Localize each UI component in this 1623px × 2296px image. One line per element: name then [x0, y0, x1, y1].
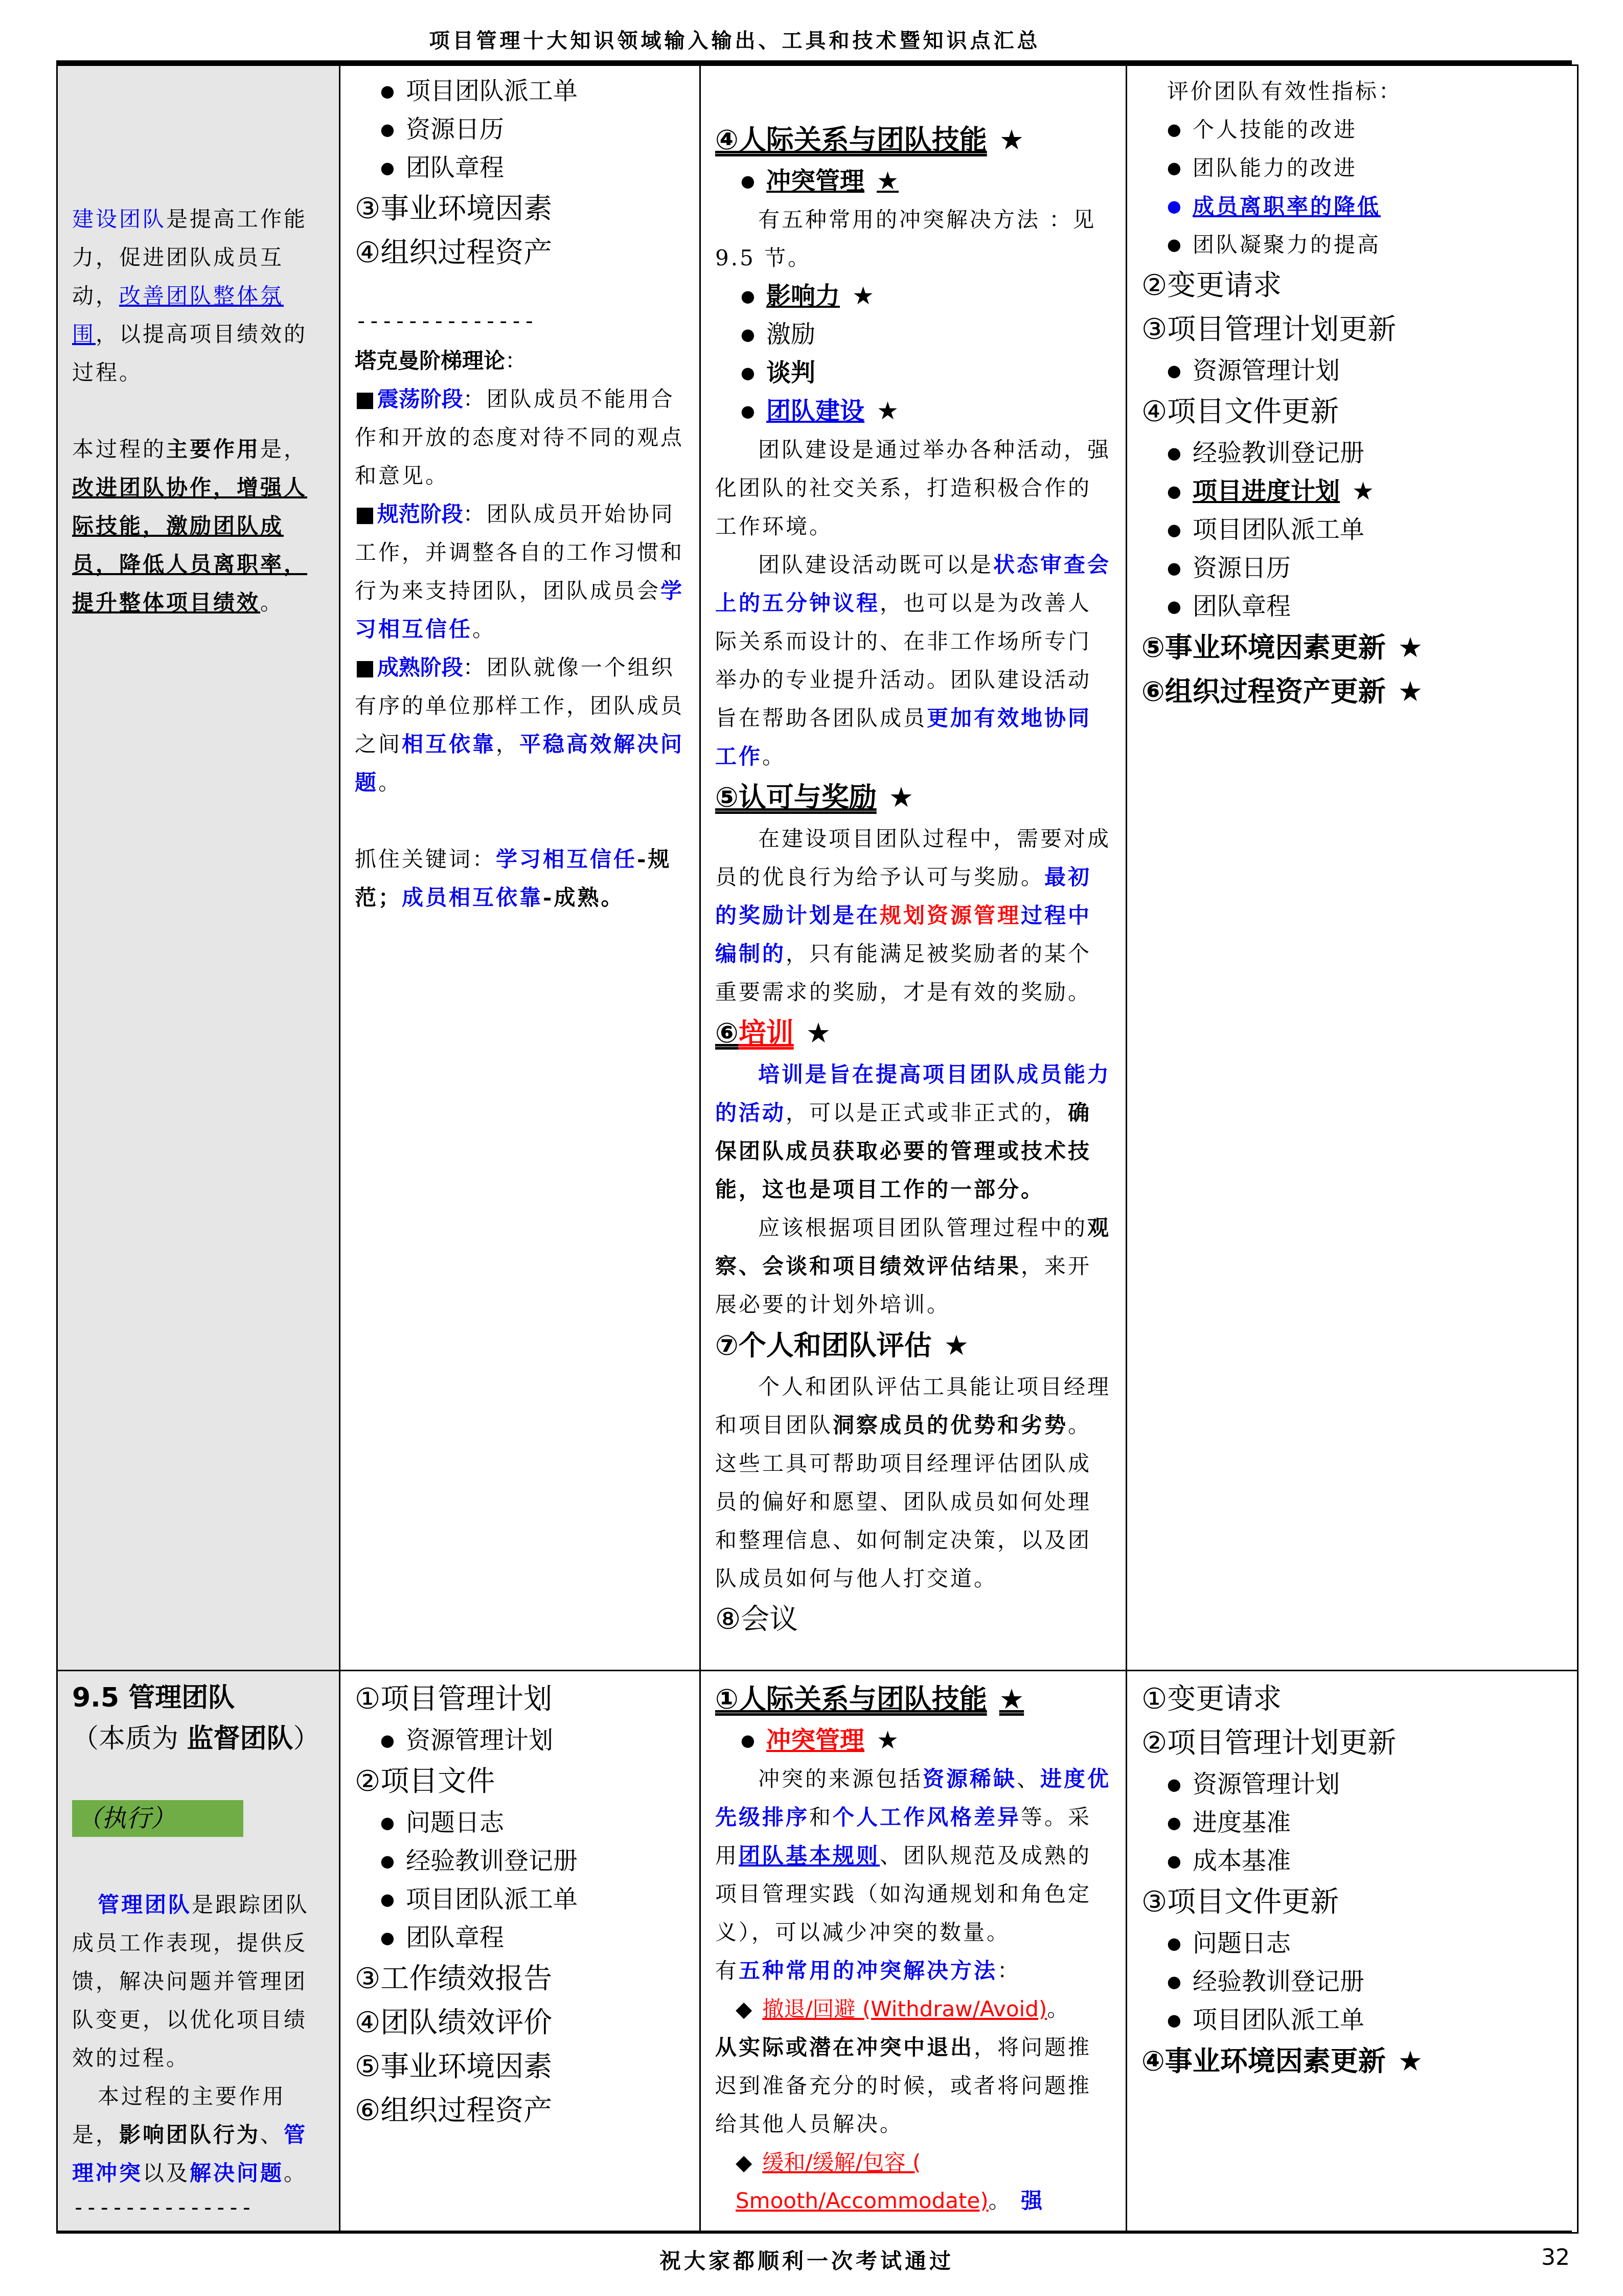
list-item: ● 项目进度计划 ★	[1167, 472, 1563, 511]
output-item: ⑤事业环境因素更新 ★	[1141, 631, 1423, 664]
method-withdraw: ◆ 撤退/回避 (Withdraw/Avoid)。	[715, 1990, 1111, 2028]
method-withdraw-desc: 从实际或潜在冲突中退出，将问题推迟到准备充分的时候，或者将问题推给其他人员解决。	[715, 2035, 1092, 2136]
star-icon: ★	[1398, 2045, 1423, 2077]
list-item: ● 激励	[741, 315, 1111, 354]
process-role: 本过程的主要作用是，改进团队协作，增强人际技能，激励团队成员，降低人员离职率，提升整体项目绩效。	[72, 437, 308, 615]
input-item: ②项目文件	[355, 1765, 495, 1798]
table-row-manage-team	[57, 1671, 1578, 2233]
indicator-title: 评价团队有效性指标：	[1167, 79, 1403, 104]
process-group-tag: （执行）	[72, 1800, 243, 1837]
tools-cell	[700, 1671, 1127, 2233]
process-description: 管理团队是跟踪团队成员工作表现，提供反馈，解决问题并管理团队变更，以优化项目绩效的过程。	[72, 1892, 310, 2071]
tool-meetings: ⑧会议	[715, 1603, 798, 1636]
list-item: ● 谈判	[741, 354, 1111, 392]
stage-performing: ■成熟阶段：团队就像一个组织有序的单位那样工作，团队成员之间相互依靠，平稳高效解决问题。	[355, 655, 684, 795]
footer-rule	[56, 2231, 1572, 2233]
star-icon: ★	[877, 397, 899, 425]
tool-heading: ⑤认可与奖励 ★	[715, 781, 914, 813]
list-item: ● 冲突管理 ★	[741, 162, 1111, 200]
list-item: ● 团队凝聚力的提高	[1167, 225, 1563, 264]
list-item: ● 项目团队派工单	[1167, 511, 1563, 549]
output-bullet-list	[1141, 352, 1563, 390]
assessment-desc: 个人和团队评估工具能让项目经理和项目团队洞察成员的优势和劣势。这些工具可帮助项目经理评估团队成员的偏好和愿望、团队成员如何处理和整理信息、如何制定决策，以及团队成员如何与他人打交道。	[715, 1374, 1111, 1591]
conflict-note: 有五种常用的冲突解决方法 ：见 9.5 节。	[715, 207, 1096, 270]
output-item: ⑥组织过程资产更新 ★	[1141, 675, 1423, 708]
divider: --------------	[355, 308, 536, 333]
square-icon: ■	[355, 502, 377, 527]
list-item: ● 项目团队派工单	[1167, 2001, 1563, 2039]
tool-sub-list	[715, 277, 1111, 430]
input-item: ⑤事业环境因素	[355, 2050, 553, 2083]
list-item: ● 成员离职率的降低	[1167, 187, 1563, 225]
star-icon: ★	[1398, 631, 1423, 664]
input-bullet-list	[355, 1804, 685, 1957]
output-bullet-list	[1141, 1765, 1563, 1880]
star-icon: ★	[877, 167, 899, 195]
list-item: ● 项目团队派工单	[380, 1880, 685, 1919]
star-icon: ★	[852, 282, 875, 310]
output-item: ④事业环境因素更新 ★	[1141, 2045, 1423, 2077]
page-header	[0, 25, 1623, 54]
tools-cell	[700, 65, 1127, 1671]
list-item: ● 冲突管理 ★	[741, 1721, 1111, 1760]
tool-sub-list	[715, 162, 1111, 200]
star-icon: ★	[999, 1683, 1024, 1715]
teambuilding-desc: 团队建设是通过举办各种活动，强化团队的社交关系，打造积极合作的工作环境。	[715, 437, 1111, 539]
tool-heading: ①人际关系与团队技能 ★	[715, 1683, 1024, 1715]
training-desc: 培训是旨在提高项目团队成员能力的活动，可以是正式或非正式的，确保团队成员获取必要的管理或技术技能，这也是项目工作的一部分。	[715, 1062, 1111, 1202]
list-item: ● 进度基准	[1167, 1804, 1563, 1842]
inputs-bullet-list	[355, 72, 685, 187]
list-item: ● 项目团队派工单	[380, 72, 685, 110]
square-icon: ■	[355, 387, 377, 412]
footer-slogan: 祝大家都顺利一次考试通过	[659, 2248, 954, 2274]
output-item: ④项目文件更新	[1141, 395, 1339, 428]
tool-sub-list	[715, 1721, 1111, 1760]
list-item: ● 经验教训登记册	[1167, 1963, 1563, 2001]
list-item: ● 资源管理计划	[1167, 1765, 1563, 1804]
process-description: 建设团队是提高工作能力，促进团队成员互动，改善团队整体氛围，以提高项目绩效的过程。	[72, 207, 308, 385]
list-item: ● 团队能力的改进	[1167, 149, 1563, 187]
indicator-list	[1141, 110, 1563, 264]
inputs-cell	[340, 65, 700, 1671]
list-item: ● 问题日志	[1167, 1924, 1563, 1963]
list-item: ● 影响力 ★	[741, 277, 1111, 315]
tool-heading: ⑥培训 ★	[715, 1017, 831, 1049]
process-cell	[57, 1671, 340, 2233]
outputs-cell	[1127, 65, 1578, 1671]
table-row-develop-team	[57, 65, 1578, 1671]
input-item: ③事业环境因素	[355, 192, 553, 225]
input-item: ④团队绩效评价	[355, 2006, 553, 2039]
process-title: 9.5 管理团队	[72, 1683, 235, 1713]
list-item: ● 资源管理计划	[1167, 352, 1563, 390]
list-item: ● 经验教训登记册	[1167, 434, 1563, 472]
recognition-desc: 在建设项目团队过程中，需要对成员的优良行为给予认可与奖励。最初的奖励计划是在规划资源管理过程中编制的，只有能满足被奖励者的某个重要需求的奖励，才是有效的奖励。	[715, 826, 1111, 1005]
star-icon: ★	[806, 1017, 831, 1049]
output-item: ③项目管理计划更新	[1141, 313, 1397, 346]
diamond-icon: ◆	[736, 2150, 755, 2175]
process-essence: （本质为 监督团队）	[72, 1723, 320, 1754]
list-item: ● 团队章程	[1167, 587, 1563, 626]
conflict-sources: 冲突的来源包括资源稀缺、进度优先级排序和个人工作风格差异等。采用团队基本规则、团队规范及成熟的项目管理实践（如沟通规划和角色定义），可以减少冲突的数量。	[715, 1766, 1111, 1945]
list-item: ● 团队章程	[380, 1919, 685, 1957]
inputs-cell	[340, 1671, 700, 2233]
divider: --------------	[72, 2195, 254, 2220]
input-item: ⑥组织过程资产	[355, 2094, 553, 2127]
input-item: ①项目管理计划	[355, 1683, 553, 1716]
star-icon: ★	[1398, 675, 1423, 708]
document-title: 项目管理十大知识领域输入输出、工具和技术暨知识点汇总	[429, 29, 1041, 53]
list-item: ● 经验教训登记册	[380, 1842, 685, 1880]
list-item: ● 团队建设 ★	[741, 392, 1111, 430]
list-item: ● 团队章程	[380, 149, 685, 187]
list-item: ● 资源日历	[1167, 549, 1563, 587]
input-item: ④组织过程资产	[355, 236, 553, 269]
output-item: ③项目文件更新	[1141, 1885, 1339, 1919]
theory-title: 塔克曼阶梯理论：	[355, 348, 529, 373]
keywords-note: 抓住关键词：学习相互信任-规范；成员相互依靠-成熟。	[355, 847, 672, 910]
list-item: ● 问题日志	[380, 1804, 685, 1842]
teambuilding-activities: 团队建设活动既可以是状态审查会上的五分钟议程，也可以是为改善人际关系而设计的、在非工作场所专门举办的专业提升活动。团队建设活动旨在帮助各团队成员更加有效地协同工作。	[715, 552, 1111, 769]
list-item: ● 个人技能的改进	[1167, 110, 1563, 149]
knowledge-table	[56, 64, 1579, 2234]
list-item: ● 资源管理计划	[380, 1721, 685, 1760]
diamond-icon: ◆	[736, 1996, 755, 2021]
page-number: 32	[1541, 2244, 1570, 2270]
star-icon: ★	[999, 124, 1024, 156]
output-item: ①变更请求	[1141, 1683, 1282, 1716]
stage-storming: ■震荡阶段：团队成员不能用合作和开放的态度对待不同的观点和意见。	[355, 387, 684, 488]
star-icon: ★	[944, 1329, 969, 1361]
conflict-methods-intro: 有五种常用的冲突解决方法：	[715, 1958, 1021, 1983]
output-bullet-list	[1141, 434, 1563, 626]
training-note: 应该根据项目团队管理过程中的观察、会谈和项目绩效评估结果，来开展必要的计划外培训。	[715, 1215, 1111, 1317]
input-item: ③工作绩效报告	[355, 1962, 553, 1995]
star-icon: ★	[888, 781, 914, 813]
stage-norming: ■规范阶段：团队成员开始协同工作，并调整各自的工作习惯和行为来支持团队，团队成员会学习相互信任。	[355, 502, 684, 642]
tool-heading: ⑦个人和团队评估 ★	[715, 1329, 969, 1361]
process-cell	[57, 65, 340, 1671]
output-bullet-list	[1141, 1924, 1563, 2039]
output-item: ②变更请求	[1141, 269, 1282, 302]
method-smooth: ◆ 缓和/缓解/包容 ( Smooth/Accommodate)。 强	[715, 2143, 1111, 2220]
header-rule	[56, 60, 1572, 64]
square-icon: ■	[355, 655, 377, 680]
page-footer	[0, 2244, 1623, 2275]
outputs-cell	[1127, 1671, 1578, 2233]
tool-heading: ④人际关系与团队技能 ★	[715, 124, 1024, 156]
list-item: ● 资源日历	[380, 110, 685, 149]
star-icon: ★	[1352, 477, 1375, 506]
star-icon: ★	[877, 1726, 899, 1755]
output-item: ②项目管理计划更新	[1141, 1726, 1397, 1760]
input-bullet-list	[355, 1721, 685, 1760]
process-role: 本过程的主要作用是，影响团队行为、管理冲突以及解决问题。	[72, 2084, 308, 2186]
list-item: ● 成本基准	[1167, 1842, 1563, 1880]
